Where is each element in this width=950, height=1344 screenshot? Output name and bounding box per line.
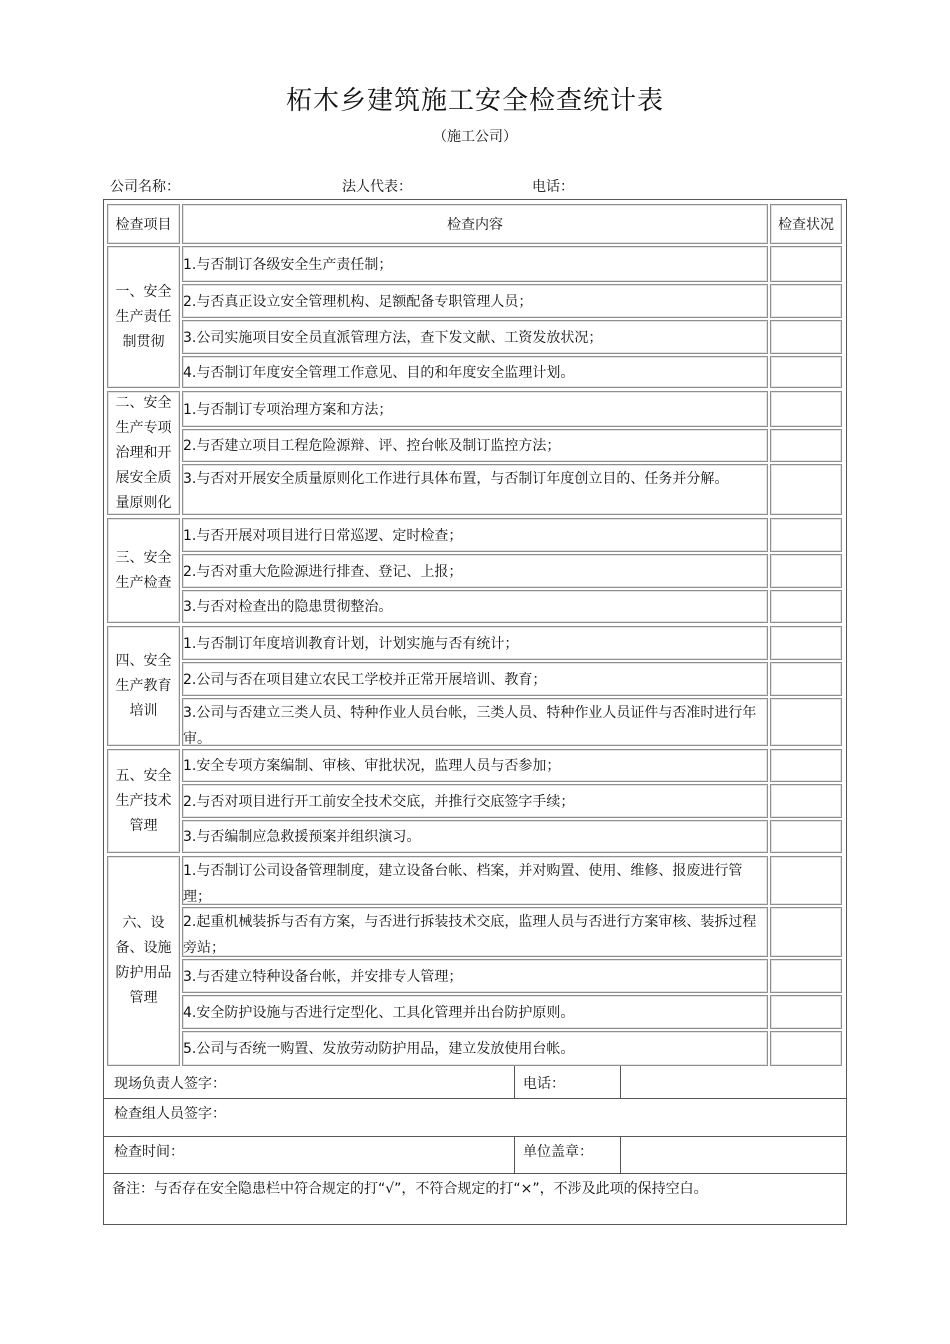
check-item	[182, 590, 768, 623]
phone-label: 电话：	[532, 179, 574, 195]
category-cell	[107, 518, 180, 623]
team-signer-label: 检查组人员签字：	[114, 1106, 226, 1122]
category-label: 一、安全生产责任制贯彻	[115, 283, 172, 350]
status-cell[interactable]	[770, 356, 842, 388]
check-item-text: 2.起重机械装拆与否有方案，与否进行拆装技术交底，监理人员与否进行方案审核、装拆过程旁站；	[183, 914, 757, 956]
check-item	[182, 356, 768, 388]
status-cell[interactable]	[770, 518, 842, 552]
check-item	[182, 784, 768, 818]
status-cell[interactable]	[770, 662, 842, 696]
status-cell[interactable]	[770, 1031, 842, 1066]
check-item	[182, 749, 768, 782]
check-item-text: 1.安全专项方案编制、审核、审批状况，监理人员与否参加；	[183, 758, 561, 774]
check-item	[182, 429, 768, 462]
category-label: 五、安全生产技术管理	[115, 767, 172, 834]
status-cell[interactable]	[770, 554, 842, 588]
status-cell[interactable]	[770, 429, 842, 462]
footer-phone-label: 电话：	[523, 1076, 565, 1092]
document-title: 柘木乡建筑施工安全检查统计表	[285, 86, 664, 116]
check-item	[182, 518, 768, 552]
status-cell[interactable]	[770, 320, 842, 354]
company-name-label: 公司名称：	[110, 179, 180, 195]
check-item	[182, 856, 768, 905]
status-cell[interactable]	[770, 749, 842, 782]
category-label: 四、安全生产教育培训	[115, 652, 172, 719]
check-item-text: 3.与否对开展安全质量原则化工作进行具体布置，与否制订年度创立目的、任务并分解。	[183, 471, 729, 487]
footer-column-line	[620, 1136, 621, 1173]
check-item-text: 1.与否制订公司设备管理制度，建立设备台帐、档案，并对购置、使用、维修、报废进行管理；	[183, 863, 743, 905]
footer-column-line	[514, 1066, 515, 1098]
footer-divider	[103, 1098, 847, 1099]
status-cell[interactable]	[770, 784, 842, 818]
check-item	[182, 320, 768, 354]
category-cell	[107, 749, 180, 853]
status-cell[interactable]	[770, 959, 842, 993]
check-item	[182, 820, 768, 853]
check-item-text: 3.公司与否建立三类人员、特种作业人员台帐，三类人员、特种作业人员证件与否准时进行年审。	[183, 705, 757, 747]
check-item-text: 5.公司与否统一购置、发放劳动防护用品，建立发放使用台帐。	[183, 1041, 575, 1057]
check-item-text: 2.与否真正设立安全管理机构、足额配备专职管理人员；	[183, 293, 533, 310]
check-item	[182, 626, 768, 660]
status-cell[interactable]	[770, 391, 842, 427]
status-cell[interactable]	[770, 995, 842, 1029]
status-cell[interactable]	[770, 246, 842, 282]
footer-divider	[103, 1136, 847, 1137]
status-cell[interactable]	[770, 284, 842, 318]
status-cell[interactable]	[770, 907, 842, 957]
status-cell[interactable]	[770, 590, 842, 623]
header-content: 检查内容	[182, 204, 768, 244]
check-item-text: 1.与否制订年度培训教育计划，计划实施与否有统计；	[183, 635, 519, 652]
check-item-text: 3.与否对检查出的隐患贯彻整治。	[183, 599, 393, 615]
category-cell	[107, 626, 180, 746]
check-item	[182, 284, 768, 318]
check-item-text: 1.与否开展对项目进行日常巡逻、定时检查；	[183, 527, 463, 544]
legal-rep-label: 法人代表：	[342, 179, 412, 195]
seal-label: 单位盖章：	[523, 1144, 593, 1160]
check-time-label: 检查时间：	[114, 1144, 184, 1160]
check-item	[182, 246, 768, 282]
check-item-text: 3.与否建立特种设备台帐，并安排专人管理；	[183, 968, 463, 985]
check-item-text: 2.与否对项目进行开工前安全技术交底，并推行交底签字手续；	[183, 793, 575, 810]
header-item: 检查项目	[107, 204, 180, 244]
status-cell[interactable]	[770, 698, 842, 746]
status-cell[interactable]	[770, 626, 842, 660]
document-subtitle: （施工公司）	[433, 129, 517, 145]
check-item	[182, 662, 768, 696]
footer-divider	[103, 1173, 847, 1174]
site-signer-label: 现场负责人签字：	[114, 1076, 226, 1092]
check-item	[182, 698, 768, 746]
category-cell	[107, 856, 180, 1066]
category-cell	[107, 246, 180, 388]
category-label: 二、安全生产专项治理和开展安全质量原则化	[115, 394, 172, 511]
footer-column-line	[620, 1066, 621, 1098]
check-item	[182, 464, 768, 515]
check-item-text: 3.公司实施项目安全员直派管理方法，查下发文献、工资发放状况；	[183, 329, 603, 346]
footer-column-line	[514, 1136, 515, 1173]
check-item-text: 3.与否编制应急救援预案并组织演习。	[183, 829, 421, 845]
check-item	[182, 554, 768, 588]
check-item-text: 4.与否制订年度安全管理工作意见、目的和年度安全监理计划。	[183, 364, 575, 381]
check-item	[182, 959, 768, 993]
check-item-text: 2.与否对重大危险源进行排查、登记、上报；	[183, 563, 463, 580]
status-cell[interactable]	[770, 856, 842, 905]
check-item	[182, 995, 768, 1029]
status-cell[interactable]	[770, 820, 842, 853]
check-item	[182, 391, 768, 427]
check-item-text: 2.与否建立项目工程危险源辩、评、控台帐及制订监控方法；	[183, 438, 561, 454]
category-label: 三、安全生产检查	[115, 549, 172, 591]
check-item-text: 2.公司与否在项目建立农民工学校并正常开展培训、教育；	[183, 671, 547, 688]
check-item	[182, 1031, 768, 1066]
check-item-text: 1.与否制订专项治理方案和方法；	[183, 401, 393, 418]
category-cell	[107, 391, 180, 515]
check-item-text: 4.安全防护设施与否进行定型化、工具化管理并出台防护原则。	[183, 1004, 575, 1021]
check-item-text: 1.与否制订各级安全生产责任制；	[183, 256, 393, 273]
check-item	[182, 907, 768, 957]
header-status: 检查状况	[770, 204, 842, 244]
category-label: 六、设备、设施防护用品管理	[115, 915, 172, 1006]
status-cell[interactable]	[770, 464, 842, 515]
remark-note: 备注：与否存在安全隐患栏中符合规定的打“√”，不符合规定的打“×”，不涉及此项的保持空白。	[112, 1181, 708, 1197]
